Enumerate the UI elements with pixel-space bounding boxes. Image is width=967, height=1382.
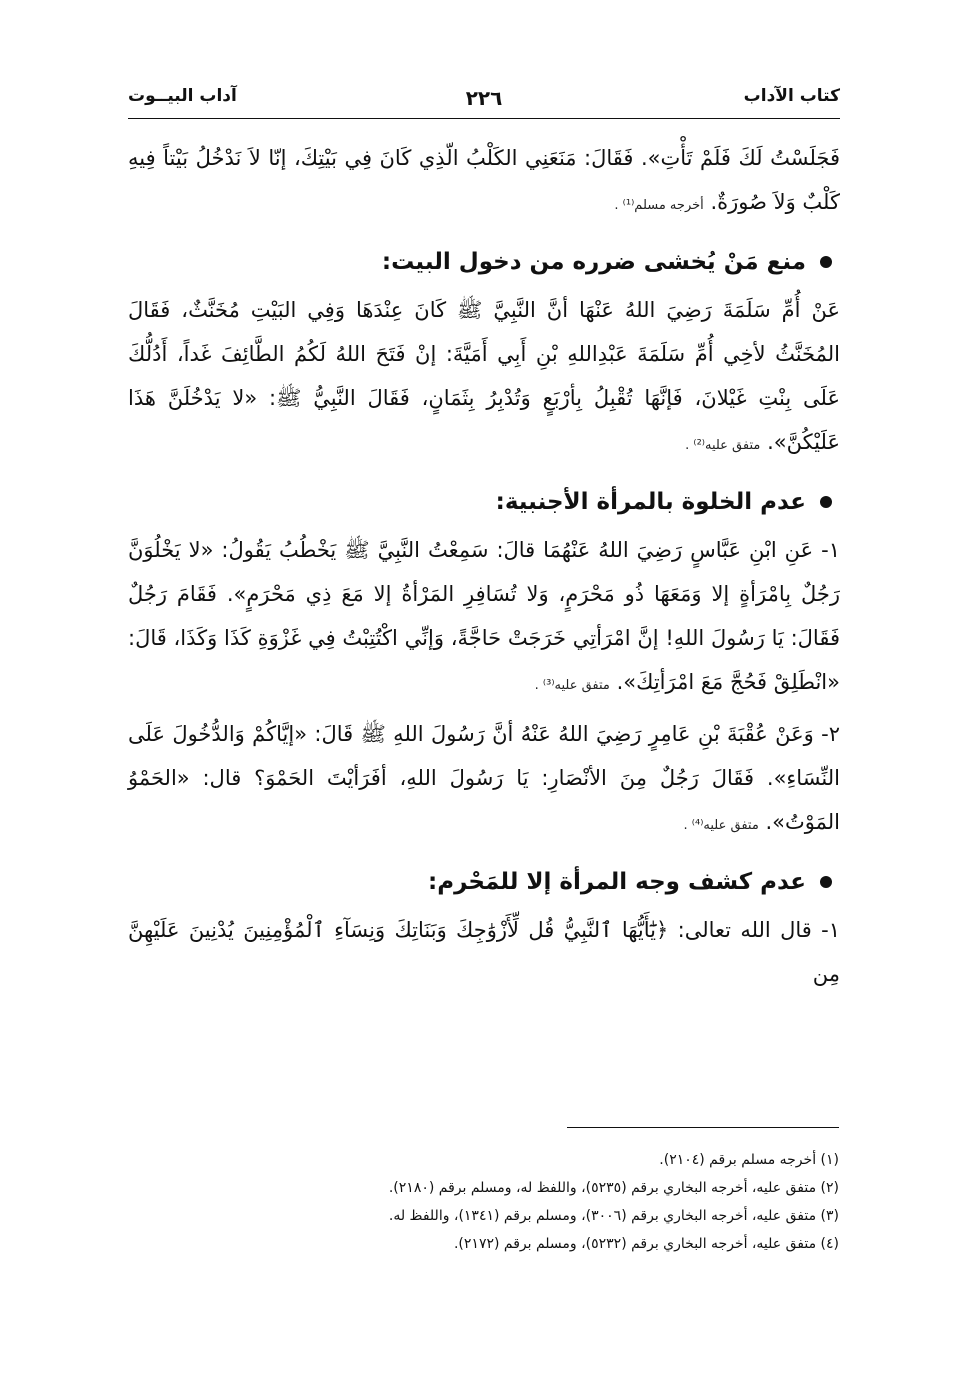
page-number: ٢٢٦ <box>465 86 503 110</box>
header-divider <box>128 118 840 119</box>
footnote-divider <box>567 1127 839 1128</box>
hadith-citation: متفق عليه⁽³⁾ . <box>534 678 610 693</box>
list-item <box>128 528 840 708</box>
footnote: (٣) متفق عليه، أخرجه البخاري برقم (٣٠٠٦)، ومسلم برقم (١٣٤١)، واللفظ له. <box>388 1208 839 1224</box>
item-number: ١- <box>821 918 840 942</box>
hadith-citation: متفق عليه⁽²⁾ . <box>685 438 761 453</box>
hadith-text: وَعَنْ عُقْبَةَ بْنِ عَامِرٍ رَضِيَ اللهُ عَنْهُ أنَّ رَسُولَ اللهِ ﷺ قَالَ: «إيَّاكُمْ وَالدُّخُولَ عَلَى النِّسَاءِ». فَقَالَ رَجُلٌ مِنَ الأنْصَارِ: يَا رَسُولَ اللهِ، أفَرَأيْتَ الحَمْوَ؟ قال: «الحَمْوُ المَوْتُ». <box>128 722 840 834</box>
hadith-citation: متفق عليه⁽⁴⁾ . <box>683 818 759 833</box>
footnotes <box>127 1146 839 1258</box>
page-content <box>128 136 840 1000</box>
section-title: عدم كشف وجه المرأة إلا للمَحْرم: <box>428 869 806 895</box>
hadith-text: عَنْ أُمِّ سَلَمَةَ رَضِيَ اللهُ عَنْهَا أنَّ النَّبِيَّ ﷺ كَانَ عِنْدَهَا وَفِي البَيْتِ مُخَنَّثٌ، فَقَالَ المُخَنَّثُ لأخِي أُمِّ سَلَمَةَ عَبْدِاللهِ بْنِ أَبِي أَمَيَّةَ: إنْ فَتَحَ اللهُ لَكُمُ الطَّائِفَ غَداً، أَدُلُّكَ عَلَى بِنْتِ غَيْلانَ، فَإنَّهَا تُقْبِلُ بِأرْبَعٍ وَتُدْبِرُ بِثَمَانٍ، فَقَالَ النَّبِيُّ ﷺ: «لا يَدْخُلَنَّ هَذَا عَلَيْكُنَّ». <box>128 298 840 454</box>
quran-verse-text: قال الله تعالى: ﴿يَٰٓأَيُّهَا ٱلنَّبِيُّ قُل لِّأَزْوَٰجِكَ وَبَنَاتِكَ وَنِسَآءِ ٱلْمُؤْمِنِينَ يُدْنِينَ عَلَيْهِنَّ مِن <box>128 918 840 986</box>
footnote: (١) أخرجه مسلم برقم (٢١٠٤). <box>659 1152 839 1168</box>
chapter-title: آداب البيــوت <box>128 86 237 106</box>
footnote: (٤) متفق عليه، أخرجه البخاري برقم (٥٢٣٢)، ومسلم برقم (٢١٧٢). <box>453 1236 839 1252</box>
bullet-icon <box>820 496 832 508</box>
bullet-icon <box>820 256 832 268</box>
bullet-icon <box>820 876 832 888</box>
list-item <box>128 712 840 848</box>
intro-paragraph <box>128 136 840 228</box>
section-paragraph-harm <box>128 288 840 468</box>
section-title: عدم الخلوة بالمرأة الأجنبية: <box>495 489 806 515</box>
intro-citation: أخرجه مسلم⁽¹⁾ . <box>614 198 704 213</box>
item-number: ١- <box>821 538 840 562</box>
list-item <box>128 908 840 996</box>
section-title: منع مَنْ يُخشى ضرره من دخول البيت: <box>381 249 806 275</box>
footnote: (٢) متفق عليه، أخرجه البخاري برقم (٥٢٣٥)، واللفظ له، ومسلم برقم (٢١٨٠). <box>388 1180 839 1196</box>
item-number: ٢- <box>821 722 840 746</box>
book-title: كتاب الآداب <box>743 86 840 106</box>
section-heading-seclusion <box>128 480 840 524</box>
section-heading-harm <box>128 240 840 284</box>
section-heading-face <box>128 860 840 904</box>
hadith-text: عَنِ ابْنِ عَبَّاسٍ رَضِيَ اللهُ عَنْهُمَا قالَ: سَمِعْتُ النَّبِيَّ ﷺ يَخْطُبُ يَقُولُ: «لا يَخْلُوَنَّ رَجُلٌ بِامْرَأةٍ إلا وَمَعَهَا ذُو مَحْرَمٍ، وَلا تُسَافِرِ المَرْأةُ إلا مَعَ ذِي مَحْرَمٍ». فَقَامَ رَجُلٌ فَقَالَ: يَا رَسُولَ اللهِ! إنَّ امْرَأتِي خَرَجَتْ حَاجَّةً، وَإنِّي اكْتُتِبْتُ فِي غَزْوَةِ كَذَا وَكَذَا، قَالَ: «انْطَلِقْ فَحُجَّ مَعَ امْرَأتِكَ». <box>128 538 840 694</box>
intro-text: فَجَلَسْتُ لَكَ فَلَمْ تَأْتِ». فَقَالَ: مَنَعَنِي الكَلْبُ الّذِي كَانَ فِي بَيْتِكَ، إنّا لاَ نَدْخُلُ بَيْتاً فِيهِ كَلْبٌ وَلاَ صُورَةٌ. <box>128 146 840 214</box>
page-header <box>128 86 840 116</box>
